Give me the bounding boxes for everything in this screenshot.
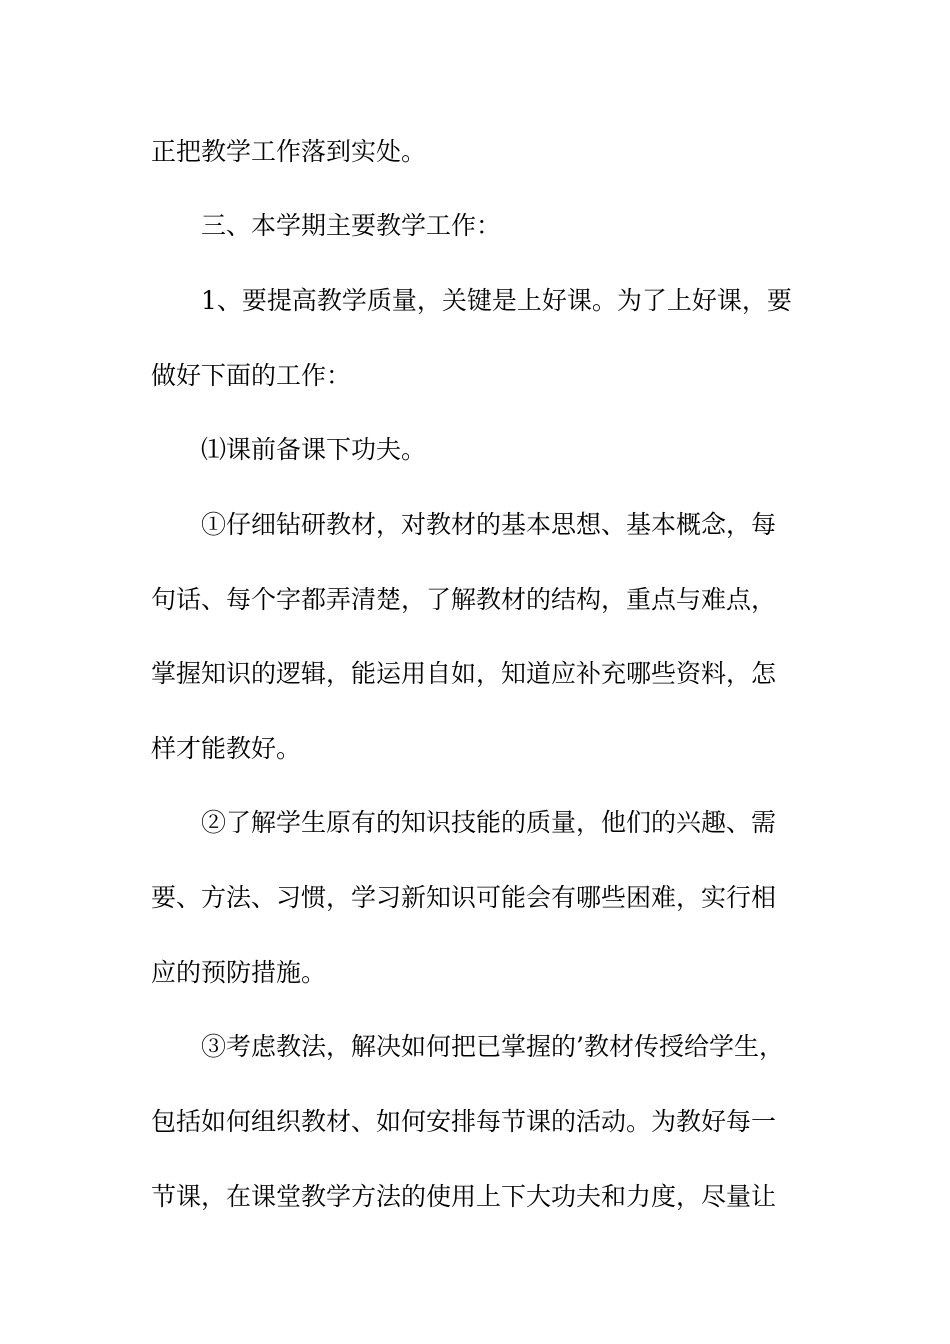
- text-line: 做好下面的工作：: [151, 361, 352, 390]
- text-line: 要、方法、习惯，学习新知识可能会有哪些困难，实行相: [151, 883, 777, 912]
- section-heading: 三、本学期主要教学工作：: [201, 211, 502, 240]
- text-line: 节课，在课堂教学方法的使用上下大功夫和力度，尽量让: [151, 1182, 777, 1211]
- text-line: 包括如何组织教材、如何安排每节课的活动。为教好每一: [151, 1107, 777, 1136]
- text-line: 1、要提高教学质量，关键是上好课。为了上好课，要: [201, 286, 792, 315]
- text-line: 正把教学工作落到实处。: [151, 137, 427, 166]
- text-line: ①仔细钻研教材，对教材的基本思想、基本概念，每: [201, 510, 777, 539]
- subheading: ⑴课前备课下功夫。: [201, 435, 427, 464]
- text-line: 句话、每个字都弄清楚，了解教材的结构，重点与难点，: [151, 585, 777, 614]
- text-line: ③考虑教法，解决如何把已掌握的’教材传授给学生，: [201, 1032, 784, 1061]
- text-line: 应的预防措施。: [151, 958, 327, 987]
- text-line: ②了解学生原有的知识技能的质量，他们的兴趣、需: [201, 808, 777, 837]
- text-line: 样才能教好。: [151, 734, 302, 763]
- text-line: 掌握知识的逻辑，能运用自如，知道应补充哪些资料，怎: [151, 659, 777, 688]
